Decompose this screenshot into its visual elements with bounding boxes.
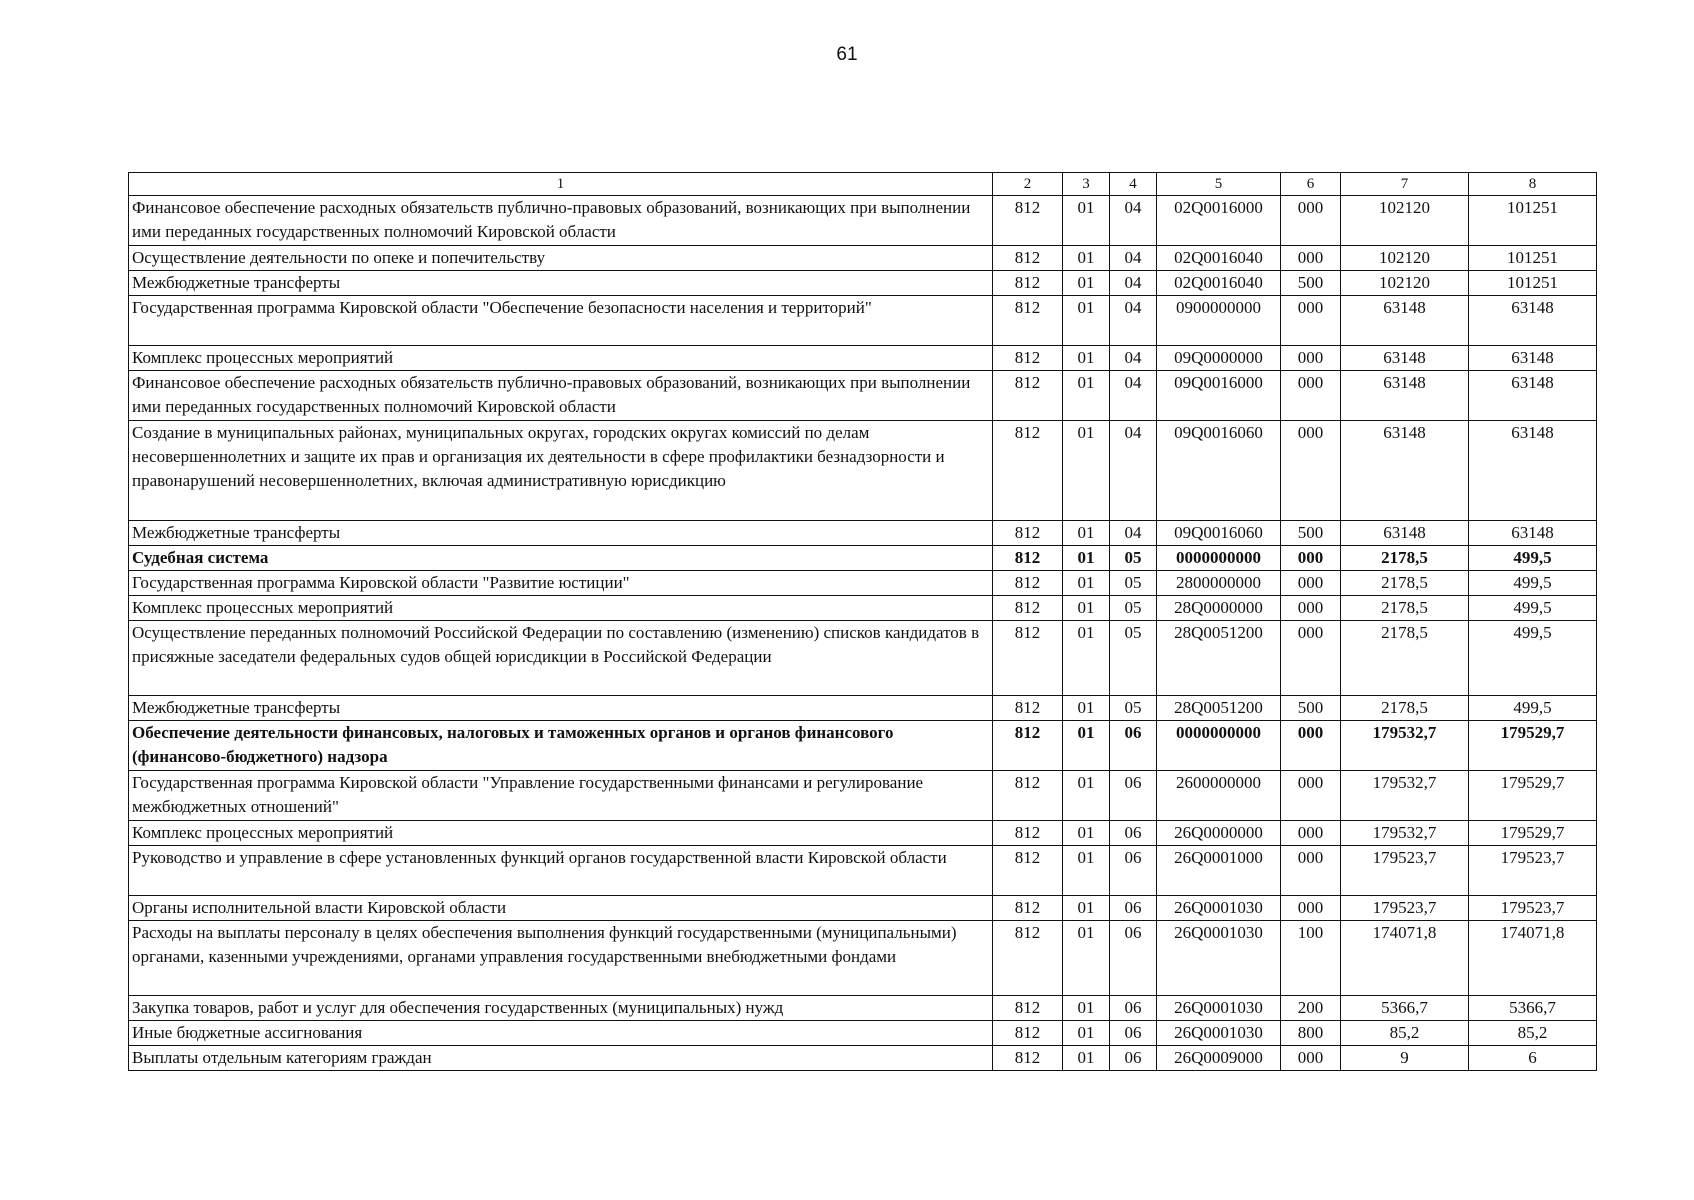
section-code-cell: 01 bbox=[1063, 571, 1110, 596]
target-article-cell: 26Q0001030 bbox=[1157, 1021, 1281, 1046]
ved-code-cell: 812 bbox=[993, 921, 1063, 996]
amount-year2-cell: 179529,7 bbox=[1469, 721, 1597, 771]
amount-year2-cell: 179523,7 bbox=[1469, 896, 1597, 921]
subsection-code-cell: 06 bbox=[1110, 846, 1157, 896]
table-row bbox=[129, 771, 1597, 821]
subsection-code-cell: 05 bbox=[1110, 596, 1157, 621]
expense-type-cell: 000 bbox=[1281, 546, 1341, 571]
target-article-cell: 02Q0016000 bbox=[1157, 196, 1281, 246]
amount-year1-cell: 102120 bbox=[1341, 246, 1469, 271]
header-col-2: 2 bbox=[993, 173, 1063, 196]
expense-type-cell: 000 bbox=[1281, 571, 1341, 596]
amount-year2-cell: 174071,8 bbox=[1469, 921, 1597, 996]
section-code-cell: 01 bbox=[1063, 1021, 1110, 1046]
amount-year2-cell: 499,5 bbox=[1469, 546, 1597, 571]
amount-year2-cell: 63148 bbox=[1469, 346, 1597, 371]
table-row bbox=[129, 1046, 1597, 1071]
target-article-cell: 09Q0016060 bbox=[1157, 521, 1281, 546]
amount-year2-cell: 179529,7 bbox=[1469, 771, 1597, 821]
expense-type-cell: 500 bbox=[1281, 521, 1341, 546]
section-code-cell: 01 bbox=[1063, 1046, 1110, 1071]
amount-year1-cell: 102120 bbox=[1341, 271, 1469, 296]
subsection-code-cell: 06 bbox=[1110, 896, 1157, 921]
ved-code-cell: 812 bbox=[993, 1021, 1063, 1046]
ved-code-cell: 812 bbox=[993, 546, 1063, 571]
amount-year2-cell: 63148 bbox=[1469, 296, 1597, 346]
ved-code-cell: 812 bbox=[993, 421, 1063, 521]
row-name-cell: Расходы на выплаты персоналу в целях обеспечения выполнения функций государственными (муниципальными) органами, казенными учреждениями, органами управления государственными внебюджетными фондами bbox=[129, 921, 993, 996]
table-row bbox=[129, 846, 1597, 896]
table-row bbox=[129, 721, 1597, 771]
amount-year1-cell: 179532,7 bbox=[1341, 721, 1469, 771]
subsection-code-cell: 05 bbox=[1110, 571, 1157, 596]
section-code-cell: 01 bbox=[1063, 546, 1110, 571]
row-name-cell: Осуществление деятельности по опеке и попечительству bbox=[129, 246, 993, 271]
subsection-code-cell: 06 bbox=[1110, 821, 1157, 846]
table-row bbox=[129, 271, 1597, 296]
target-article-cell: 09Q0016060 bbox=[1157, 421, 1281, 521]
amount-year1-cell: 179523,7 bbox=[1341, 896, 1469, 921]
section-code-cell: 01 bbox=[1063, 521, 1110, 546]
row-name-cell: Государственная программа Кировской области "Обеспечение безопасности населения и территорий" bbox=[129, 296, 993, 346]
amount-year1-cell: 179532,7 bbox=[1341, 771, 1469, 821]
header-col-3: 3 bbox=[1063, 173, 1110, 196]
expense-type-cell: 500 bbox=[1281, 696, 1341, 721]
amount-year2-cell: 499,5 bbox=[1469, 621, 1597, 696]
section-code-cell: 01 bbox=[1063, 696, 1110, 721]
target-article-cell: 26Q0001030 bbox=[1157, 996, 1281, 1021]
table-row bbox=[129, 596, 1597, 621]
table-row bbox=[129, 896, 1597, 921]
amount-year1-cell: 179523,7 bbox=[1341, 846, 1469, 896]
amount-year2-cell: 5366,7 bbox=[1469, 996, 1597, 1021]
subsection-code-cell: 06 bbox=[1110, 1021, 1157, 1046]
section-code-cell: 01 bbox=[1063, 896, 1110, 921]
subsection-code-cell: 04 bbox=[1110, 271, 1157, 296]
row-name-cell: Создание в муниципальных районах, муниципальных округах, городских округах комиссий по делам несовершеннолетних и защите их прав и организация их деятельности в сфере профилактики безнадзорности и правонарушений несовершеннолетних, включая административную юрисдикцию bbox=[129, 421, 993, 521]
amount-year1-cell: 102120 bbox=[1341, 196, 1469, 246]
row-name-cell: Обеспечение деятельности финансовых, налоговых и таможенных органов и органов финансового (финансово-бюджетного) надзора bbox=[129, 721, 993, 771]
row-name-cell: Финансовое обеспечение расходных обязательств публично-правовых образований, возникающих при выполнении ими переданных государственных полномочий Кировской области bbox=[129, 371, 993, 421]
table-row bbox=[129, 996, 1597, 1021]
subsection-code-cell: 04 bbox=[1110, 246, 1157, 271]
section-code-cell: 01 bbox=[1063, 346, 1110, 371]
ved-code-cell: 812 bbox=[993, 296, 1063, 346]
expense-type-cell: 100 bbox=[1281, 921, 1341, 996]
ved-code-cell: 812 bbox=[993, 771, 1063, 821]
page-number: 61 bbox=[836, 44, 858, 65]
target-article-cell: 09Q0000000 bbox=[1157, 346, 1281, 371]
target-article-cell: 2600000000 bbox=[1157, 771, 1281, 821]
expense-type-cell: 000 bbox=[1281, 196, 1341, 246]
expense-type-cell: 800 bbox=[1281, 1021, 1341, 1046]
amount-year1-cell: 2178,5 bbox=[1341, 546, 1469, 571]
section-code-cell: 01 bbox=[1063, 771, 1110, 821]
amount-year1-cell: 63148 bbox=[1341, 296, 1469, 346]
amount-year1-cell: 2178,5 bbox=[1341, 596, 1469, 621]
header-col-4: 4 bbox=[1110, 173, 1157, 196]
expense-type-cell: 000 bbox=[1281, 296, 1341, 346]
row-name-cell: Комплекс процессных мероприятий bbox=[129, 346, 993, 371]
amount-year2-cell: 179529,7 bbox=[1469, 821, 1597, 846]
target-article-cell: 09Q0016000 bbox=[1157, 371, 1281, 421]
expense-type-cell: 000 bbox=[1281, 246, 1341, 271]
amount-year2-cell: 499,5 bbox=[1469, 571, 1597, 596]
ved-code-cell: 812 bbox=[993, 721, 1063, 771]
amount-year2-cell: 101251 bbox=[1469, 246, 1597, 271]
subsection-code-cell: 06 bbox=[1110, 771, 1157, 821]
ved-code-cell: 812 bbox=[993, 596, 1063, 621]
row-name-cell: Межбюджетные трансферты bbox=[129, 521, 993, 546]
ved-code-cell: 812 bbox=[993, 196, 1063, 246]
section-code-cell: 01 bbox=[1063, 421, 1110, 521]
table-row bbox=[129, 821, 1597, 846]
expense-type-cell: 000 bbox=[1281, 371, 1341, 421]
row-name-cell: Межбюджетные трансферты bbox=[129, 271, 993, 296]
header-col-6: 6 bbox=[1281, 173, 1341, 196]
budget-table bbox=[128, 172, 1597, 1071]
amount-year2-cell: 6 bbox=[1469, 1046, 1597, 1071]
row-name-cell: Иные бюджетные ассигнования bbox=[129, 1021, 993, 1046]
subsection-code-cell: 05 bbox=[1110, 546, 1157, 571]
row-name-cell: Комплекс процессных мероприятий bbox=[129, 596, 993, 621]
row-name-cell: Закупка товаров, работ и услуг для обеспечения государственных (муниципальных) нужд bbox=[129, 996, 993, 1021]
target-article-cell: 2800000000 bbox=[1157, 571, 1281, 596]
expense-type-cell: 000 bbox=[1281, 821, 1341, 846]
row-name-cell: Комплекс процессных мероприятий bbox=[129, 821, 993, 846]
subsection-code-cell: 05 bbox=[1110, 696, 1157, 721]
amount-year2-cell: 499,5 bbox=[1469, 596, 1597, 621]
ved-code-cell: 812 bbox=[993, 896, 1063, 921]
expense-type-cell: 000 bbox=[1281, 596, 1341, 621]
ved-code-cell: 812 bbox=[993, 821, 1063, 846]
expense-type-cell: 000 bbox=[1281, 1046, 1341, 1071]
target-article-cell: 0900000000 bbox=[1157, 296, 1281, 346]
expense-type-cell: 000 bbox=[1281, 346, 1341, 371]
subsection-code-cell: 06 bbox=[1110, 921, 1157, 996]
row-name-cell: Государственная программа Кировской области "Управление государственными финансами и регулирование межбюджетных отношений" bbox=[129, 771, 993, 821]
subsection-code-cell: 06 bbox=[1110, 996, 1157, 1021]
subsection-code-cell: 04 bbox=[1110, 371, 1157, 421]
target-article-cell: 0000000000 bbox=[1157, 546, 1281, 571]
ved-code-cell: 812 bbox=[993, 696, 1063, 721]
table-row bbox=[129, 621, 1597, 696]
target-article-cell: 26Q0001000 bbox=[1157, 846, 1281, 896]
table-row bbox=[129, 246, 1597, 271]
table-header-row bbox=[129, 173, 1597, 196]
amount-year1-cell: 2178,5 bbox=[1341, 696, 1469, 721]
subsection-code-cell: 04 bbox=[1110, 346, 1157, 371]
amount-year2-cell: 85,2 bbox=[1469, 1021, 1597, 1046]
section-code-cell: 01 bbox=[1063, 996, 1110, 1021]
section-code-cell: 01 bbox=[1063, 821, 1110, 846]
ved-code-cell: 812 bbox=[993, 246, 1063, 271]
table-row bbox=[129, 696, 1597, 721]
table-row bbox=[129, 346, 1597, 371]
ved-code-cell: 812 bbox=[993, 1046, 1063, 1071]
ved-code-cell: 812 bbox=[993, 271, 1063, 296]
table-row bbox=[129, 521, 1597, 546]
section-code-cell: 01 bbox=[1063, 271, 1110, 296]
row-name-cell: Судебная система bbox=[129, 546, 993, 571]
table-body bbox=[129, 196, 1597, 1071]
section-code-cell: 01 bbox=[1063, 846, 1110, 896]
header-col-8: 8 bbox=[1469, 173, 1597, 196]
section-code-cell: 01 bbox=[1063, 721, 1110, 771]
ved-code-cell: 812 bbox=[993, 621, 1063, 696]
amount-year1-cell: 63148 bbox=[1341, 346, 1469, 371]
amount-year2-cell: 101251 bbox=[1469, 196, 1597, 246]
amount-year1-cell: 63148 bbox=[1341, 421, 1469, 521]
section-code-cell: 01 bbox=[1063, 196, 1110, 246]
table-row bbox=[129, 921, 1597, 996]
section-code-cell: 01 bbox=[1063, 621, 1110, 696]
target-article-cell: 26Q0009000 bbox=[1157, 1046, 1281, 1071]
header-col-5: 5 bbox=[1157, 173, 1281, 196]
amount-year1-cell: 2178,5 bbox=[1341, 621, 1469, 696]
ved-code-cell: 812 bbox=[993, 371, 1063, 421]
ved-code-cell: 812 bbox=[993, 846, 1063, 896]
target-article-cell: 28Q0000000 bbox=[1157, 596, 1281, 621]
row-name-cell: Органы исполнительной власти Кировской области bbox=[129, 896, 993, 921]
section-code-cell: 01 bbox=[1063, 921, 1110, 996]
header-col-1: 1 bbox=[129, 173, 993, 196]
amount-year1-cell: 174071,8 bbox=[1341, 921, 1469, 996]
expense-type-cell: 000 bbox=[1281, 896, 1341, 921]
amount-year2-cell: 63148 bbox=[1469, 421, 1597, 521]
expense-type-cell: 000 bbox=[1281, 846, 1341, 896]
subsection-code-cell: 06 bbox=[1110, 1046, 1157, 1071]
target-article-cell: 26Q0001030 bbox=[1157, 921, 1281, 996]
row-name-cell: Финансовое обеспечение расходных обязательств публично-правовых образований, возникающих при выполнении ими переданных государственных полномочий Кировской области bbox=[129, 196, 993, 246]
section-code-cell: 01 bbox=[1063, 596, 1110, 621]
ved-code-cell: 812 bbox=[993, 571, 1063, 596]
section-code-cell: 01 bbox=[1063, 371, 1110, 421]
target-article-cell: 28Q0051200 bbox=[1157, 696, 1281, 721]
section-code-cell: 01 bbox=[1063, 296, 1110, 346]
subsection-code-cell: 06 bbox=[1110, 721, 1157, 771]
table-row bbox=[129, 571, 1597, 596]
amount-year1-cell: 2178,5 bbox=[1341, 571, 1469, 596]
table-row bbox=[129, 371, 1597, 421]
amount-year2-cell: 63148 bbox=[1469, 371, 1597, 421]
target-article-cell: 26Q0001030 bbox=[1157, 896, 1281, 921]
row-name-cell: Осуществление переданных полномочий Российской Федерации по составлению (изменению) списков кандидатов в присяжные заседатели федеральных судов общей юрисдикции в Российской Федерации bbox=[129, 621, 993, 696]
target-article-cell: 02Q0016040 bbox=[1157, 271, 1281, 296]
target-article-cell: 02Q0016040 bbox=[1157, 246, 1281, 271]
row-name-cell: Государственная программа Кировской области "Развитие юстиции" bbox=[129, 571, 993, 596]
expense-type-cell: 500 bbox=[1281, 271, 1341, 296]
amount-year1-cell: 5366,7 bbox=[1341, 996, 1469, 1021]
ved-code-cell: 812 bbox=[993, 521, 1063, 546]
subsection-code-cell: 04 bbox=[1110, 521, 1157, 546]
amount-year1-cell: 63148 bbox=[1341, 521, 1469, 546]
expense-type-cell: 000 bbox=[1281, 721, 1341, 771]
expense-type-cell: 200 bbox=[1281, 996, 1341, 1021]
amount-year2-cell: 101251 bbox=[1469, 271, 1597, 296]
table-row bbox=[129, 421, 1597, 521]
target-article-cell: 0000000000 bbox=[1157, 721, 1281, 771]
subsection-code-cell: 05 bbox=[1110, 621, 1157, 696]
subsection-code-cell: 04 bbox=[1110, 421, 1157, 521]
table-row bbox=[129, 546, 1597, 571]
row-name-cell: Руководство и управление в сфере установленных функций органов государственной власти Кировской области bbox=[129, 846, 993, 896]
expense-type-cell: 000 bbox=[1281, 621, 1341, 696]
amount-year2-cell: 499,5 bbox=[1469, 696, 1597, 721]
row-name-cell: Выплаты отдельным категориям граждан bbox=[129, 1046, 993, 1071]
subsection-code-cell: 04 bbox=[1110, 196, 1157, 246]
subsection-code-cell: 04 bbox=[1110, 296, 1157, 346]
amount-year2-cell: 63148 bbox=[1469, 521, 1597, 546]
ved-code-cell: 812 bbox=[993, 996, 1063, 1021]
expense-type-cell: 000 bbox=[1281, 421, 1341, 521]
amount-year1-cell: 63148 bbox=[1341, 371, 1469, 421]
table-row bbox=[129, 296, 1597, 346]
amount-year1-cell: 179532,7 bbox=[1341, 821, 1469, 846]
section-code-cell: 01 bbox=[1063, 246, 1110, 271]
expense-type-cell: 000 bbox=[1281, 771, 1341, 821]
ved-code-cell: 812 bbox=[993, 346, 1063, 371]
target-article-cell: 26Q0000000 bbox=[1157, 821, 1281, 846]
header-col-7: 7 bbox=[1341, 173, 1469, 196]
row-name-cell: Межбюджетные трансферты bbox=[129, 696, 993, 721]
amount-year1-cell: 9 bbox=[1341, 1046, 1469, 1071]
amount-year2-cell: 179523,7 bbox=[1469, 846, 1597, 896]
target-article-cell: 28Q0051200 bbox=[1157, 621, 1281, 696]
table-row bbox=[129, 1021, 1597, 1046]
table-row bbox=[129, 196, 1597, 246]
amount-year1-cell: 85,2 bbox=[1341, 1021, 1469, 1046]
